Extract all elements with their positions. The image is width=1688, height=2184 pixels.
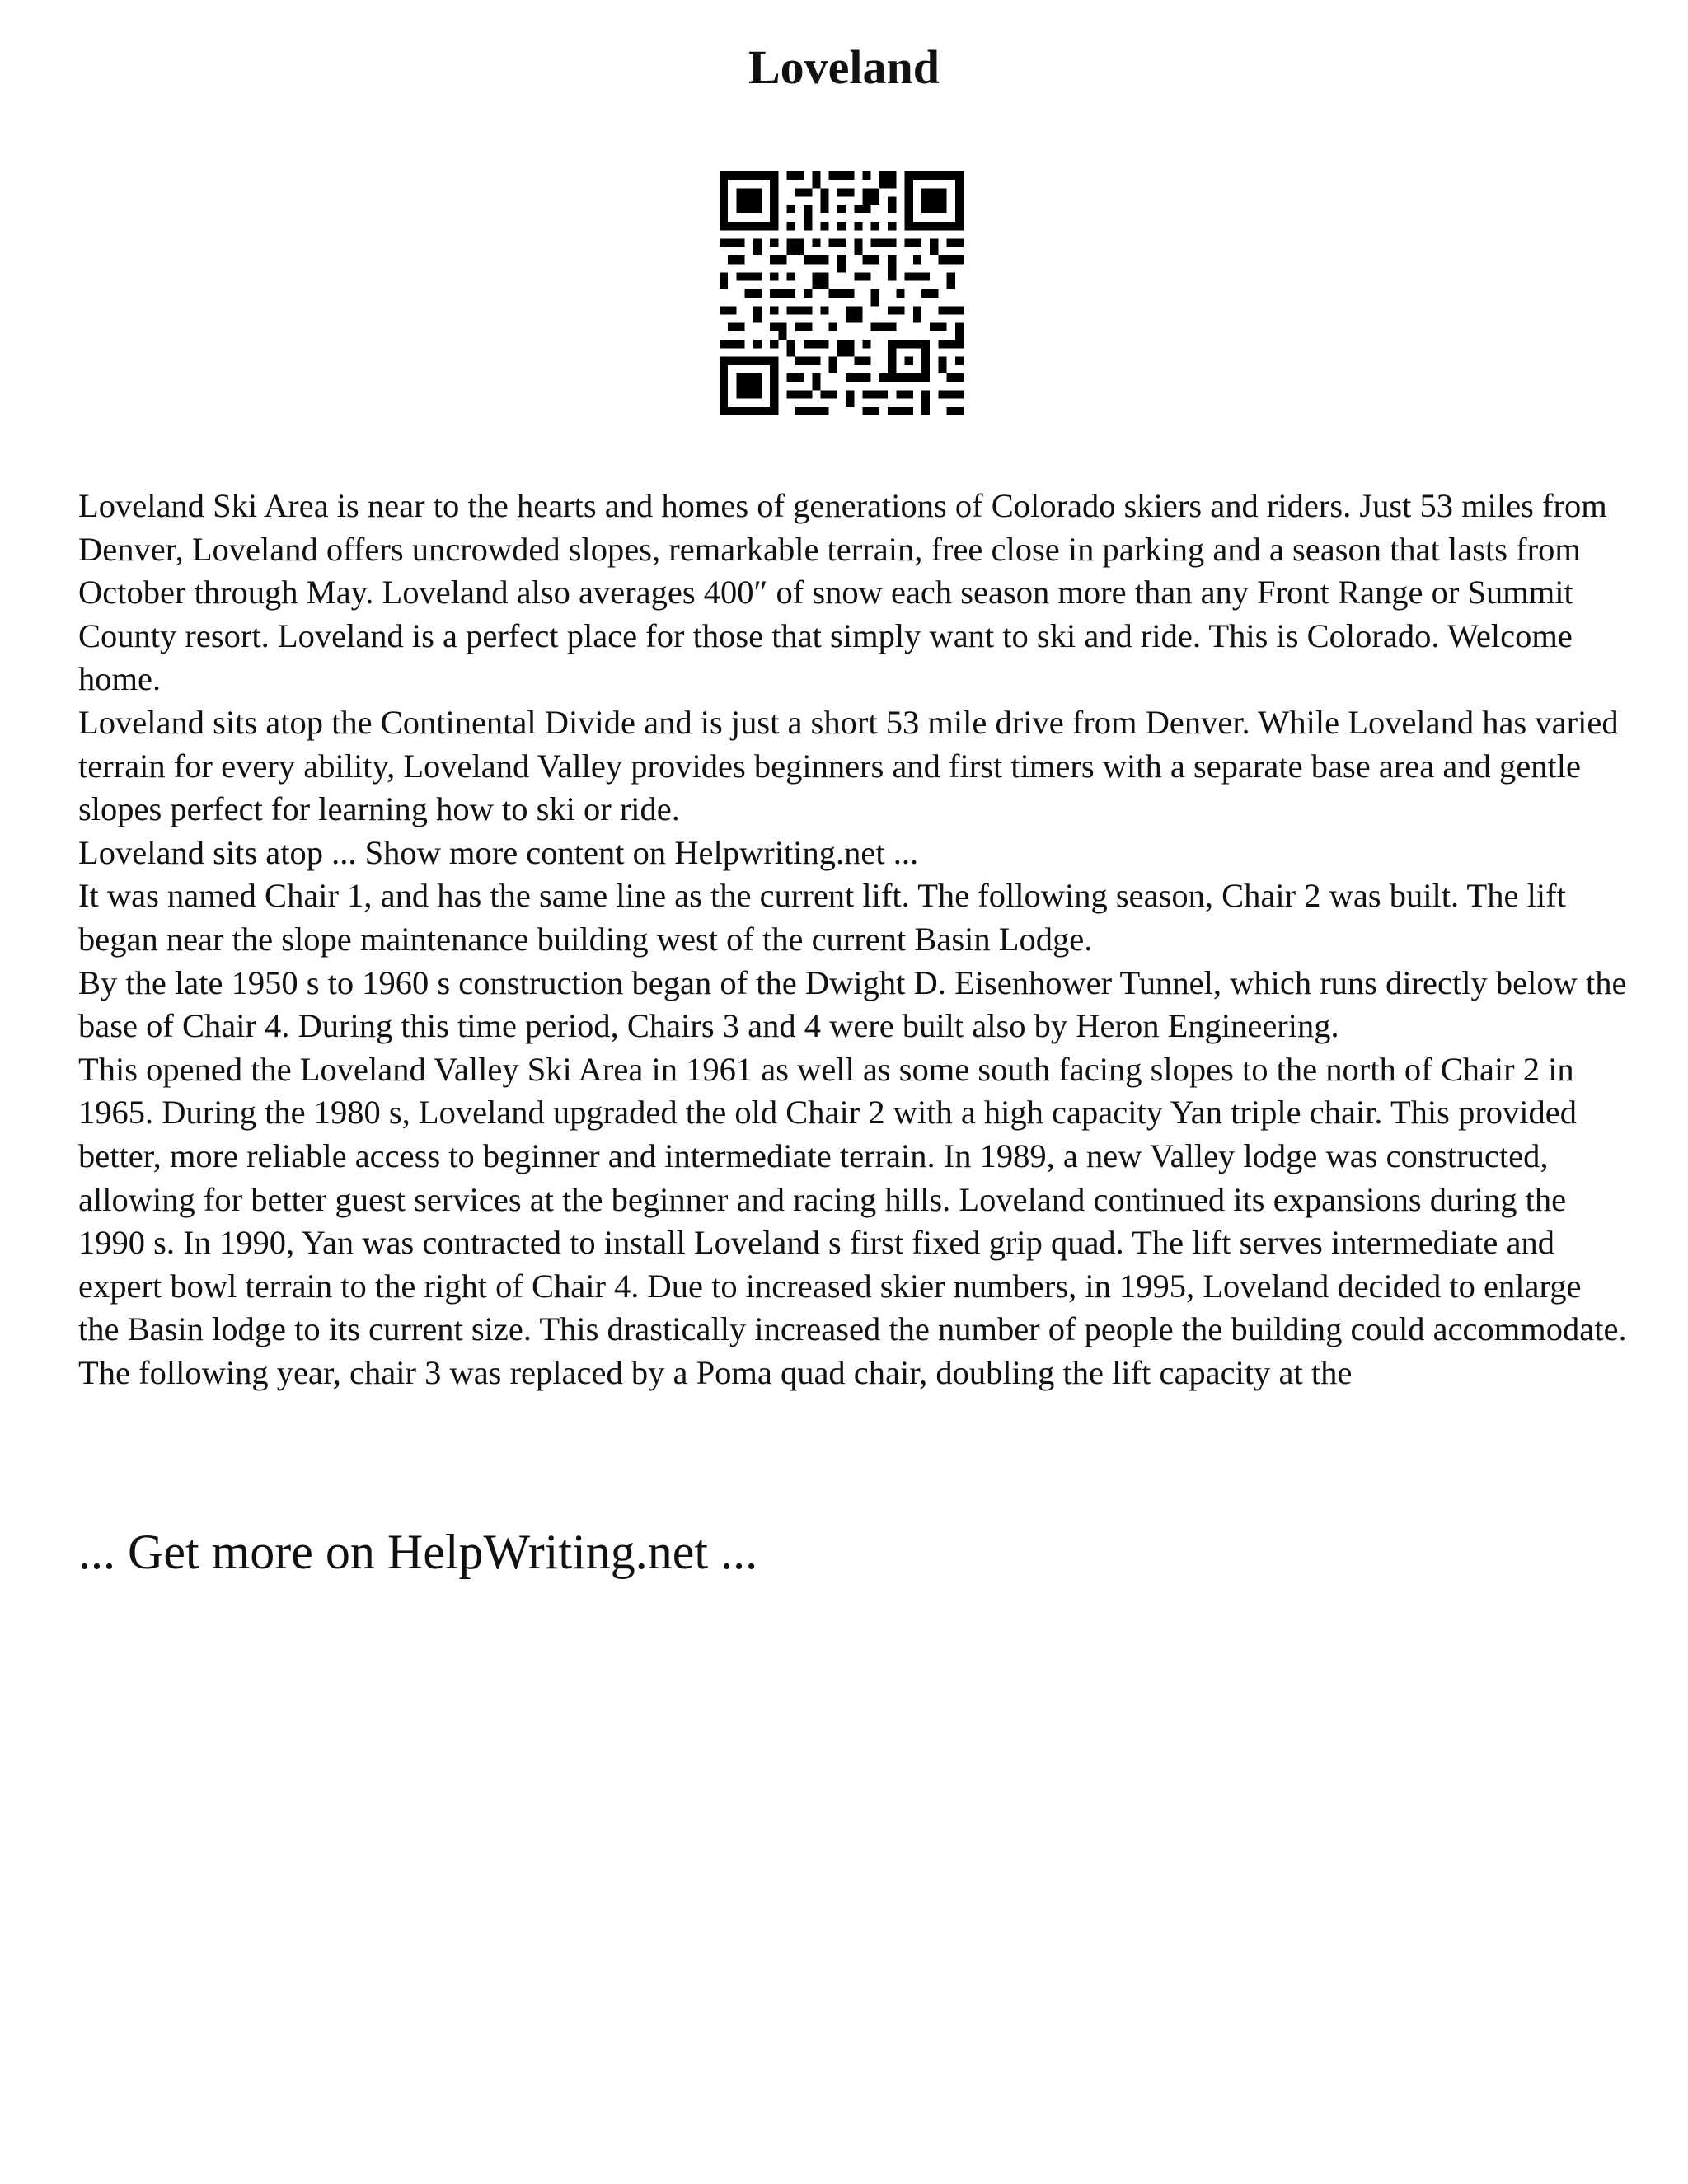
paragraph: By the late 1950 s to 1960 s construction began of the Dwight D. Eisenhower Tunnel, which runs directly below the base of Chair 4. During this time period, Chairs 3 and 4 were built also by Heron Engineering. bbox=[78, 963, 1627, 1045]
paragraph: Loveland sits atop ... Show more content on Helpwriting.net ... bbox=[78, 833, 919, 871]
qr-code-icon bbox=[720, 171, 964, 415]
document-title: Loveland bbox=[748, 40, 940, 94]
get-more-link[interactable]: ... Get more on HelpWriting.net ... bbox=[78, 1525, 758, 1579]
article-body bbox=[78, 485, 1628, 1394]
paragraph: Loveland Ski Area is near to the hearts and homes of generations of Colorado skiers and riders. Just 53 miles from Denver, Loveland offers uncrowded slopes, remarkable terrain, free close in parking and a season that lasts from October through May. Loveland also averages 400″ of snow each season more than any Front Range or Summit County resort. Loveland is a perfect place for those that simply want to ski and ride. This is Colorado. Welcome home. bbox=[78, 487, 1607, 698]
paragraph: This opened the Loveland Valley Ski Area in 1961 as well as some south facing slopes to the north of Chair 2 in 1965. During the 1980 s, Loveland upgraded the old Chair 2 with a high capacity Yan triple chair. This provided better, more reliable access to beginner and intermediate terrain. In 1989, a new Valley lodge was constructed, allowing for better guest services at the beginner and racing hills. Loveland continued its expansions during the 1990 s. In 1990, Yan was contracted to install Loveland s first fixed grip quad. The lift serves intermediate and expert bowl terrain to the right of Chair 4. Due to increased skier numbers, in 1995, Loveland decided to enlarge the Basin lodge to its current size. This drastically increased the number of people the building could accommodate. The following year, chair 3 was replaced by a Poma quad chair, doubling the lift capacity at the bbox=[78, 1050, 1627, 1391]
paragraph: It was named Chair 1, and has the same line as the current lift. The following season, Chair 2 was built. The lift began near the slope maintenance building west of the current Basin Lodge. bbox=[78, 877, 1566, 958]
paragraph: Loveland sits atop the Continental Divide and is just a short 53 mile drive from Denver. While Loveland has varied terrain for every ability, Loveland Valley provides beginners and first timers with a separate base area and gentle slopes perfect for learning how to ski or ride. bbox=[78, 703, 1619, 828]
